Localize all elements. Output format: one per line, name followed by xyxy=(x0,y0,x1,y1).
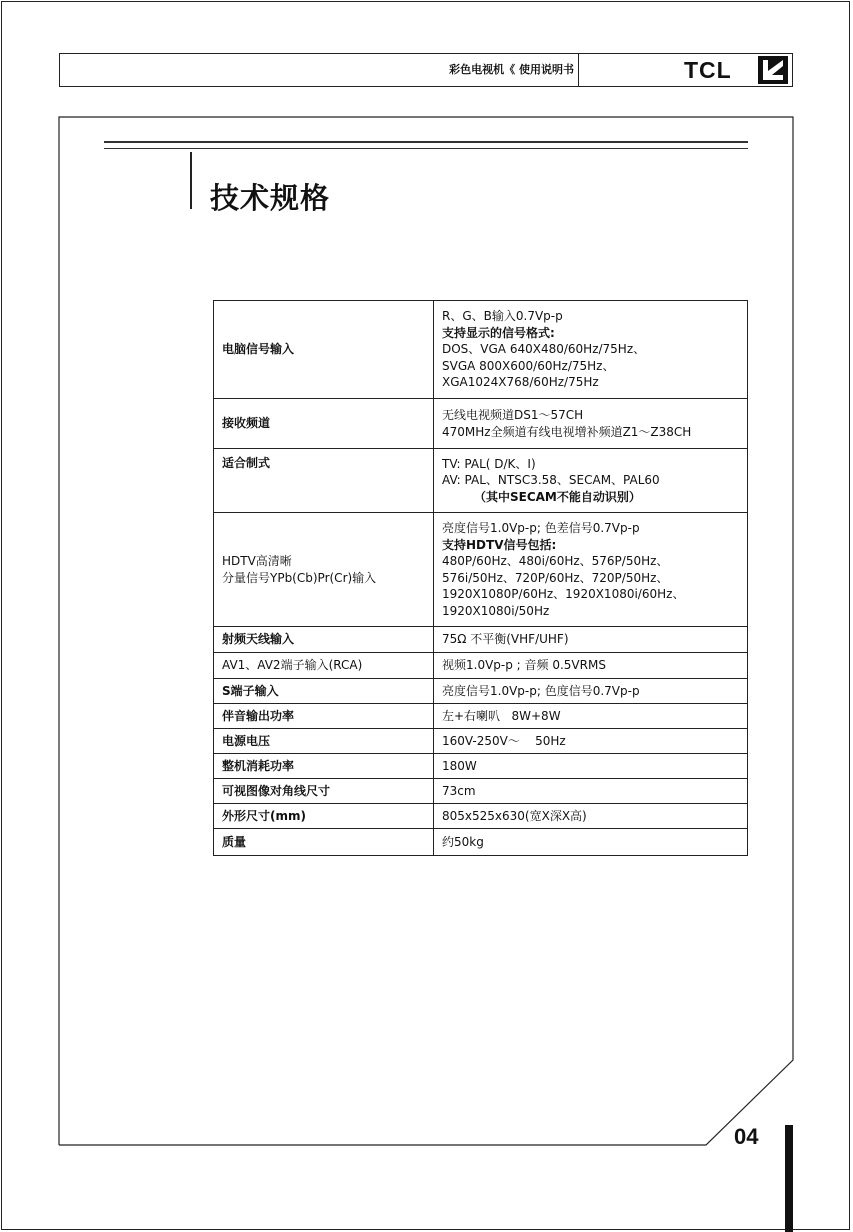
title-rule-bottom xyxy=(104,148,748,149)
spec-label: 适合制式 xyxy=(214,449,434,513)
spec-label: 伴音输出功率 xyxy=(214,704,434,729)
spec-value-line: R、G、B输入0.7Vp-p xyxy=(442,309,563,324)
spec-row xyxy=(214,704,748,729)
spec-value xyxy=(434,301,748,399)
spec-label: 质量 xyxy=(214,829,434,856)
spec-label: S端子输入 xyxy=(214,679,434,704)
spec-row xyxy=(214,449,748,513)
spec-value-line: 无线电视频道DS1～57CH xyxy=(442,408,584,422)
spec-row xyxy=(214,301,748,399)
spec-row xyxy=(214,653,748,679)
spec-value-line: XGA1024X768/60Hz/75Hz xyxy=(442,375,599,390)
spec-value-line: 1920X1080i/50Hz xyxy=(442,603,550,618)
spec-value-line: 470MHz全频道有线电视增补频道Z1～Z38CH xyxy=(442,424,692,439)
spec-row xyxy=(214,729,748,754)
spec-value: 180W xyxy=(434,754,748,779)
spec-label: 可视图像对角线尺寸 xyxy=(214,779,434,804)
spec-row xyxy=(214,679,748,704)
spec-value xyxy=(434,513,748,627)
spec-value: 160V-250V～ 50Hz xyxy=(434,729,748,754)
spec-row xyxy=(214,627,748,653)
spec-value-line: DOS、VGA 640X480/60Hz/75Hz、 xyxy=(442,342,646,357)
spec-label: 整机消耗功率 xyxy=(214,754,434,779)
page-number-bar xyxy=(785,1125,793,1232)
spec-value: 亮度信号1.0Vp-p; 色度信号0.7Vp-p xyxy=(434,679,748,704)
spec-label: HDTV高清晰 分量信号YPb(Cb)Pr(Cr)输入 xyxy=(214,513,434,627)
spec-label: 电脑信号输入 xyxy=(214,301,434,399)
spec-value xyxy=(434,399,748,449)
spec-label: 外形尺寸(mm) xyxy=(214,804,434,829)
spec-row xyxy=(214,399,748,449)
spec-value-line: 支持HDTV信号包括: xyxy=(442,537,557,552)
spec-value: 75Ω 不平衡(VHF/UHF) xyxy=(434,627,748,653)
spec-value: 805x525x630(宽X深X高) xyxy=(434,804,748,829)
spec-row xyxy=(214,779,748,804)
spec-row xyxy=(214,513,748,627)
spec-value-line: （其中SECAM不能自动识别） xyxy=(474,489,641,504)
title-rule-top xyxy=(104,141,748,143)
spec-value-line: AV: PAL、NTSC3.58、SECAM、PAL60 xyxy=(442,473,660,488)
spec-value: 约50kg xyxy=(434,829,748,856)
spec-table xyxy=(213,300,748,856)
spec-value: 视频1.0Vp-p ; 音频 0.5VRMS xyxy=(434,653,748,679)
spec-label: 射频天线输入 xyxy=(214,627,434,653)
spec-row xyxy=(214,829,748,856)
spec-value-line: 支持显示的信号格式: xyxy=(442,325,555,340)
spec-row xyxy=(214,754,748,779)
spec-value-line: TV: PAL( D/K、I) xyxy=(442,456,536,471)
spec-row xyxy=(214,804,748,829)
spec-value: 73cm xyxy=(434,779,748,804)
header-title: 彩色电视机《 使用说明书 xyxy=(449,63,574,76)
page-number: 04 xyxy=(734,1124,759,1149)
spec-label: AV1、AV2端子输入(RCA) xyxy=(214,653,434,679)
spec-value-line: 576i/50Hz、720P/60Hz、720P/50Hz、 xyxy=(442,570,669,585)
brand-logo-text: TCL xyxy=(684,57,732,83)
spec-label: 接收频道 xyxy=(214,399,434,449)
spec-value: 左+右喇叭 8W+8W xyxy=(434,704,748,729)
spec-value xyxy=(434,449,748,513)
spec-value-line: SVGA 800X600/60Hz/75Hz、 xyxy=(442,358,615,373)
spec-value-line: 1920X1080P/60Hz、1920X1080i/60Hz、 xyxy=(442,587,685,601)
page-title: 技术规格 xyxy=(210,181,331,215)
spec-value-line: 480P/60Hz、480i/60Hz、576P/50Hz、 xyxy=(442,554,669,568)
spec-label: 电源电压 xyxy=(214,729,434,754)
spec-value-line: 亮度信号1.0Vp-p; 色差信号0.7Vp-p xyxy=(442,521,640,535)
title-accent-line xyxy=(190,152,192,209)
